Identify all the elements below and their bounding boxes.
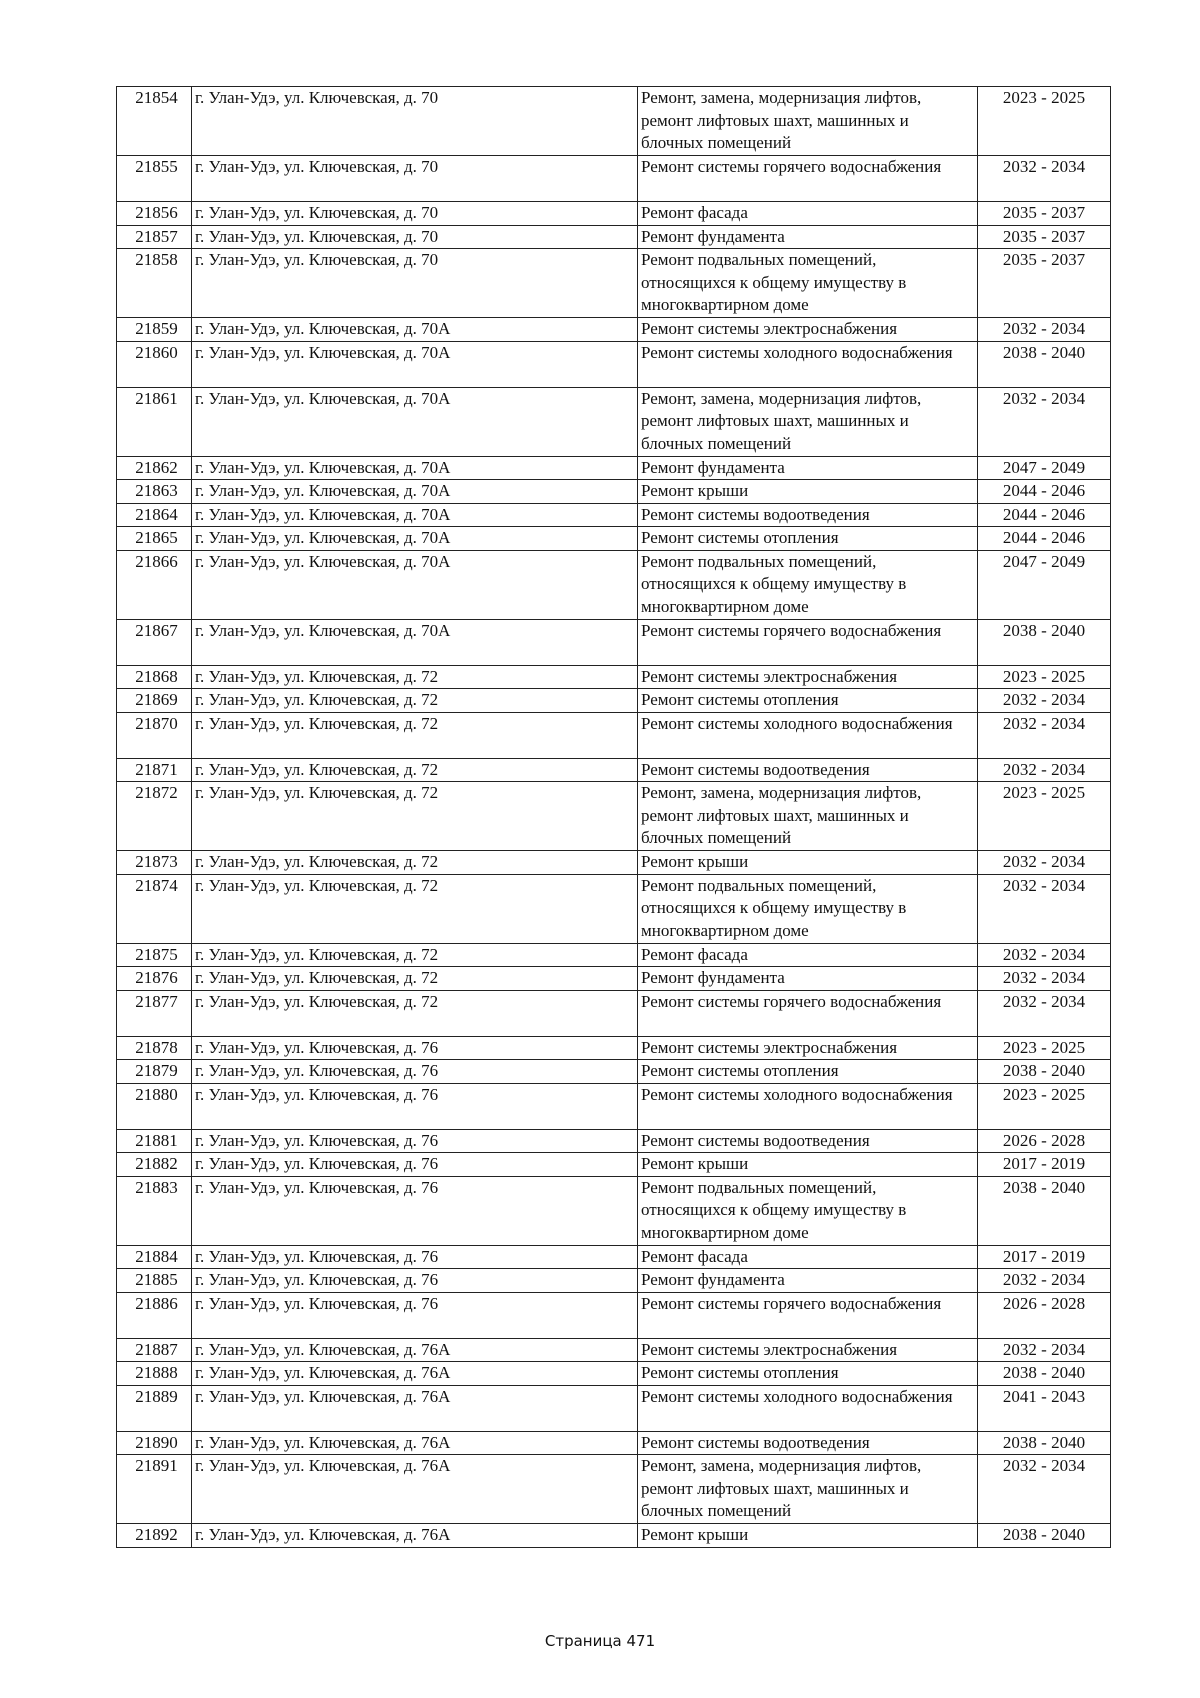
period-cell: 2023 - 2025	[978, 1036, 1111, 1060]
page-number: Страница 471	[544, 1632, 656, 1650]
row-number: 21883	[117, 1176, 192, 1245]
address-cell: г. Улан-Удэ, ул. Ключевская, д. 76	[192, 1153, 638, 1177]
address-cell: г. Улан-Удэ, ул. Ключевская, д. 72	[192, 967, 638, 991]
period-cell: 2023 - 2025	[978, 87, 1111, 156]
period-cell: 2035 - 2037	[978, 225, 1111, 249]
work-type-cell: Ремонт, замена, модернизация лифтов, ремонт лифтовых шахт, машинных и блочных помещений	[638, 782, 978, 851]
row-number: 21888	[117, 1362, 192, 1386]
period-cell: 2026 - 2028	[978, 1129, 1111, 1153]
address-cell: г. Улан-Удэ, ул. Ключевская, д. 76А	[192, 1338, 638, 1362]
work-type-cell: Ремонт системы горячего водоснабжения	[638, 619, 978, 665]
period-cell: 2032 - 2034	[978, 758, 1111, 782]
work-type-cell: Ремонт системы отопления	[638, 1362, 978, 1386]
address-cell: г. Улан-Удэ, ул. Ключевская, д. 70	[192, 202, 638, 226]
table-row	[117, 1338, 1111, 1362]
table-row	[117, 318, 1111, 342]
table-row	[117, 1524, 1111, 1548]
work-type-cell: Ремонт крыши	[638, 480, 978, 504]
period-cell: 2023 - 2025	[978, 782, 1111, 851]
row-number: 21856	[117, 202, 192, 226]
table-row	[117, 782, 1111, 851]
row-number: 21880	[117, 1083, 192, 1129]
period-cell: 2038 - 2040	[978, 1362, 1111, 1386]
work-type-cell: Ремонт фундамента	[638, 456, 978, 480]
work-type-cell: Ремонт фасада	[638, 943, 978, 967]
work-type-cell: Ремонт фундамента	[638, 225, 978, 249]
period-cell: 2038 - 2040	[978, 1176, 1111, 1245]
table-row	[117, 87, 1111, 156]
period-cell: 2032 - 2034	[978, 1455, 1111, 1524]
row-number: 21882	[117, 1153, 192, 1177]
table-row	[117, 225, 1111, 249]
period-cell: 2032 - 2034	[978, 1338, 1111, 1362]
row-number: 21860	[117, 341, 192, 387]
table-row	[117, 689, 1111, 713]
row-number: 21862	[117, 456, 192, 480]
address-cell: г. Улан-Удэ, ул. Ключевская, д. 76А	[192, 1431, 638, 1455]
table-row	[117, 480, 1111, 504]
row-number: 21881	[117, 1129, 192, 1153]
row-number: 21864	[117, 503, 192, 527]
address-cell: г. Улан-Удэ, ул. Ключевская, д. 76А	[192, 1524, 638, 1548]
address-cell: г. Улан-Удэ, ул. Ключевская, д. 72	[192, 874, 638, 943]
address-cell: г. Улан-Удэ, ул. Ключевская, д. 70А	[192, 550, 638, 619]
row-number: 21865	[117, 527, 192, 551]
table-row	[117, 1431, 1111, 1455]
address-cell: г. Улан-Удэ, ул. Ключевская, д. 70А	[192, 619, 638, 665]
address-cell: г. Улан-Удэ, ул. Ключевская, д. 76	[192, 1269, 638, 1293]
table-row	[117, 341, 1111, 387]
work-type-cell: Ремонт системы горячего водоснабжения	[638, 1292, 978, 1338]
work-type-cell: Ремонт системы горячего водоснабжения	[638, 990, 978, 1036]
table-row	[117, 1036, 1111, 1060]
work-type-cell: Ремонт системы холодного водоснабжения	[638, 712, 978, 758]
period-cell: 2032 - 2034	[978, 943, 1111, 967]
period-cell: 2032 - 2034	[978, 156, 1111, 202]
table-row	[117, 712, 1111, 758]
address-cell: г. Улан-Удэ, ул. Ключевская, д. 76А	[192, 1455, 638, 1524]
address-cell: г. Улан-Удэ, ул. Ключевская, д. 72	[192, 689, 638, 713]
row-number: 21874	[117, 874, 192, 943]
row-number: 21868	[117, 665, 192, 689]
address-cell: г. Улан-Удэ, ул. Ключевская, д. 70А	[192, 456, 638, 480]
work-type-cell: Ремонт подвальных помещений, относящихся к общему имуществу в многоквартирном доме	[638, 249, 978, 318]
table-row	[117, 1269, 1111, 1293]
table-row	[117, 249, 1111, 318]
work-type-cell: Ремонт подвальных помещений, относящихся к общему имуществу в многоквартирном доме	[638, 550, 978, 619]
period-cell: 2044 - 2046	[978, 480, 1111, 504]
work-type-cell: Ремонт системы водоотведения	[638, 758, 978, 782]
table-row	[117, 1292, 1111, 1338]
row-number: 21867	[117, 619, 192, 665]
period-cell: 2038 - 2040	[978, 1524, 1111, 1548]
row-number: 21892	[117, 1524, 192, 1548]
work-type-cell: Ремонт крыши	[638, 1524, 978, 1548]
table-row	[117, 851, 1111, 875]
address-cell: г. Улан-Удэ, ул. Ключевская, д. 72	[192, 712, 638, 758]
period-cell: 2038 - 2040	[978, 1060, 1111, 1084]
repair-schedule-table	[116, 86, 1111, 1548]
period-cell: 2017 - 2019	[978, 1153, 1111, 1177]
work-type-cell: Ремонт, замена, модернизация лифтов, ремонт лифтовых шахт, машинных и блочных помещений	[638, 387, 978, 456]
address-cell: г. Улан-Удэ, ул. Ключевская, д. 72	[192, 665, 638, 689]
table-row	[117, 619, 1111, 665]
period-cell: 2032 - 2034	[978, 689, 1111, 713]
table-row	[117, 456, 1111, 480]
work-type-cell: Ремонт системы электроснабжения	[638, 665, 978, 689]
period-cell: 2044 - 2046	[978, 503, 1111, 527]
period-cell: 2032 - 2034	[978, 967, 1111, 991]
work-type-cell: Ремонт системы холодного водоснабжения	[638, 1083, 978, 1129]
period-cell: 2017 - 2019	[978, 1245, 1111, 1269]
work-type-cell: Ремонт системы отопления	[638, 527, 978, 551]
table-row	[117, 1245, 1111, 1269]
address-cell: г. Улан-Удэ, ул. Ключевская, д. 76	[192, 1292, 638, 1338]
period-cell: 2032 - 2034	[978, 1269, 1111, 1293]
table-row	[117, 874, 1111, 943]
address-cell: г. Улан-Удэ, ул. Ключевская, д. 70А	[192, 527, 638, 551]
address-cell: г. Улан-Удэ, ул. Ключевская, д. 70А	[192, 341, 638, 387]
address-cell: г. Улан-Удэ, ул. Ключевская, д. 76	[192, 1036, 638, 1060]
row-number: 21875	[117, 943, 192, 967]
table-row	[117, 550, 1111, 619]
row-number: 21877	[117, 990, 192, 1036]
row-number: 21871	[117, 758, 192, 782]
work-type-cell: Ремонт подвальных помещений, относящихся к общему имуществу в многоквартирном доме	[638, 1176, 978, 1245]
address-cell: г. Улан-Удэ, ул. Ключевская, д. 70	[192, 249, 638, 318]
row-number: 21886	[117, 1292, 192, 1338]
row-number: 21873	[117, 851, 192, 875]
address-cell: г. Улан-Удэ, ул. Ключевская, д. 70А	[192, 503, 638, 527]
address-cell: г. Улан-Удэ, ул. Ключевская, д. 72	[192, 990, 638, 1036]
address-cell: г. Улан-Удэ, ул. Ключевская, д. 70	[192, 87, 638, 156]
work-type-cell: Ремонт фундамента	[638, 1269, 978, 1293]
row-number: 21855	[117, 156, 192, 202]
period-cell: 2026 - 2028	[978, 1292, 1111, 1338]
period-cell: 2041 - 2043	[978, 1385, 1111, 1431]
period-cell: 2023 - 2025	[978, 665, 1111, 689]
address-cell: г. Улан-Удэ, ул. Ключевская, д. 72	[192, 758, 638, 782]
work-type-cell: Ремонт подвальных помещений, относящихся к общему имуществу в многоквартирном доме	[638, 874, 978, 943]
work-type-cell: Ремонт системы электроснабжения	[638, 318, 978, 342]
period-cell: 2032 - 2034	[978, 318, 1111, 342]
row-number: 21863	[117, 480, 192, 504]
table-row	[117, 202, 1111, 226]
repair-schedule-body	[117, 87, 1111, 1548]
work-type-cell: Ремонт крыши	[638, 1153, 978, 1177]
period-cell: 2032 - 2034	[978, 874, 1111, 943]
work-type-cell: Ремонт системы горячего водоснабжения	[638, 156, 978, 202]
table-row	[117, 503, 1111, 527]
table-row	[117, 527, 1111, 551]
row-number: 21890	[117, 1431, 192, 1455]
table-row	[117, 1129, 1111, 1153]
table-row	[117, 1083, 1111, 1129]
period-cell: 2047 - 2049	[978, 456, 1111, 480]
work-type-cell: Ремонт, замена, модернизация лифтов, ремонт лифтовых шахт, машинных и блочных помещений	[638, 1455, 978, 1524]
table-row	[117, 1455, 1111, 1524]
row-number: 21866	[117, 550, 192, 619]
work-type-cell: Ремонт системы водоотведения	[638, 503, 978, 527]
period-cell: 2032 - 2034	[978, 387, 1111, 456]
address-cell: г. Улан-Удэ, ул. Ключевская, д. 70	[192, 156, 638, 202]
row-number: 21869	[117, 689, 192, 713]
period-cell: 2044 - 2046	[978, 527, 1111, 551]
row-number: 21858	[117, 249, 192, 318]
table-row	[117, 967, 1111, 991]
work-type-cell: Ремонт, замена, модернизация лифтов, ремонт лифтовых шахт, машинных и блочных помещений	[638, 87, 978, 156]
address-cell: г. Улан-Удэ, ул. Ключевская, д. 70	[192, 225, 638, 249]
address-cell: г. Улан-Удэ, ул. Ключевская, д. 72	[192, 851, 638, 875]
period-cell: 2032 - 2034	[978, 712, 1111, 758]
table-row	[117, 943, 1111, 967]
row-number: 21878	[117, 1036, 192, 1060]
period-cell: 2038 - 2040	[978, 341, 1111, 387]
table-row	[117, 665, 1111, 689]
row-number: 21884	[117, 1245, 192, 1269]
work-type-cell: Ремонт системы холодного водоснабжения	[638, 1385, 978, 1431]
work-type-cell: Ремонт системы отопления	[638, 689, 978, 713]
address-cell: г. Улан-Удэ, ул. Ключевская, д. 72	[192, 943, 638, 967]
period-cell: 2035 - 2037	[978, 202, 1111, 226]
row-number: 21857	[117, 225, 192, 249]
table-row	[117, 1362, 1111, 1386]
work-type-cell: Ремонт крыши	[638, 851, 978, 875]
address-cell: г. Улан-Удэ, ул. Ключевская, д. 76А	[192, 1385, 638, 1431]
address-cell: г. Улан-Удэ, ул. Ключевская, д. 76	[192, 1245, 638, 1269]
table-row	[117, 156, 1111, 202]
address-cell: г. Улан-Удэ, ул. Ключевская, д. 72	[192, 782, 638, 851]
address-cell: г. Улан-Удэ, ул. Ключевская, д. 76	[192, 1129, 638, 1153]
row-number: 21889	[117, 1385, 192, 1431]
table-row	[117, 1385, 1111, 1431]
work-type-cell: Ремонт системы электроснабжения	[638, 1036, 978, 1060]
period-cell: 2038 - 2040	[978, 1431, 1111, 1455]
work-type-cell: Ремонт системы водоотведения	[638, 1431, 978, 1455]
address-cell: г. Улан-Удэ, ул. Ключевская, д. 76А	[192, 1362, 638, 1386]
row-number: 21861	[117, 387, 192, 456]
period-cell: 2047 - 2049	[978, 550, 1111, 619]
row-number: 21859	[117, 318, 192, 342]
table-row	[117, 990, 1111, 1036]
period-cell: 2032 - 2034	[978, 990, 1111, 1036]
address-cell: г. Улан-Удэ, ул. Ключевская, д. 70А	[192, 480, 638, 504]
period-cell: 2023 - 2025	[978, 1083, 1111, 1129]
period-cell: 2038 - 2040	[978, 619, 1111, 665]
work-type-cell: Ремонт системы водоотведения	[638, 1129, 978, 1153]
table-row	[117, 387, 1111, 456]
period-cell: 2035 - 2037	[978, 249, 1111, 318]
address-cell: г. Улан-Удэ, ул. Ключевская, д. 76	[192, 1083, 638, 1129]
work-type-cell: Ремонт фасада	[638, 202, 978, 226]
row-number: 21885	[117, 1269, 192, 1293]
work-type-cell: Ремонт фундамента	[638, 967, 978, 991]
address-cell: г. Улан-Удэ, ул. Ключевская, д. 70А	[192, 387, 638, 456]
work-type-cell: Ремонт системы электроснабжения	[638, 1338, 978, 1362]
address-cell: г. Улан-Удэ, ул. Ключевская, д. 76	[192, 1176, 638, 1245]
table-row	[117, 1153, 1111, 1177]
row-number: 21887	[117, 1338, 192, 1362]
row-number: 21872	[117, 782, 192, 851]
work-type-cell: Ремонт фасада	[638, 1245, 978, 1269]
row-number: 21854	[117, 87, 192, 156]
row-number: 21891	[117, 1455, 192, 1524]
address-cell: г. Улан-Удэ, ул. Ключевская, д. 76	[192, 1060, 638, 1084]
address-cell: г. Улан-Удэ, ул. Ключевская, д. 70А	[192, 318, 638, 342]
work-type-cell: Ремонт системы холодного водоснабжения	[638, 341, 978, 387]
work-type-cell: Ремонт системы отопления	[638, 1060, 978, 1084]
period-cell: 2032 - 2034	[978, 851, 1111, 875]
row-number: 21870	[117, 712, 192, 758]
row-number: 21879	[117, 1060, 192, 1084]
row-number: 21876	[117, 967, 192, 991]
table-row	[117, 758, 1111, 782]
table-row	[117, 1176, 1111, 1245]
table-row	[117, 1060, 1111, 1084]
